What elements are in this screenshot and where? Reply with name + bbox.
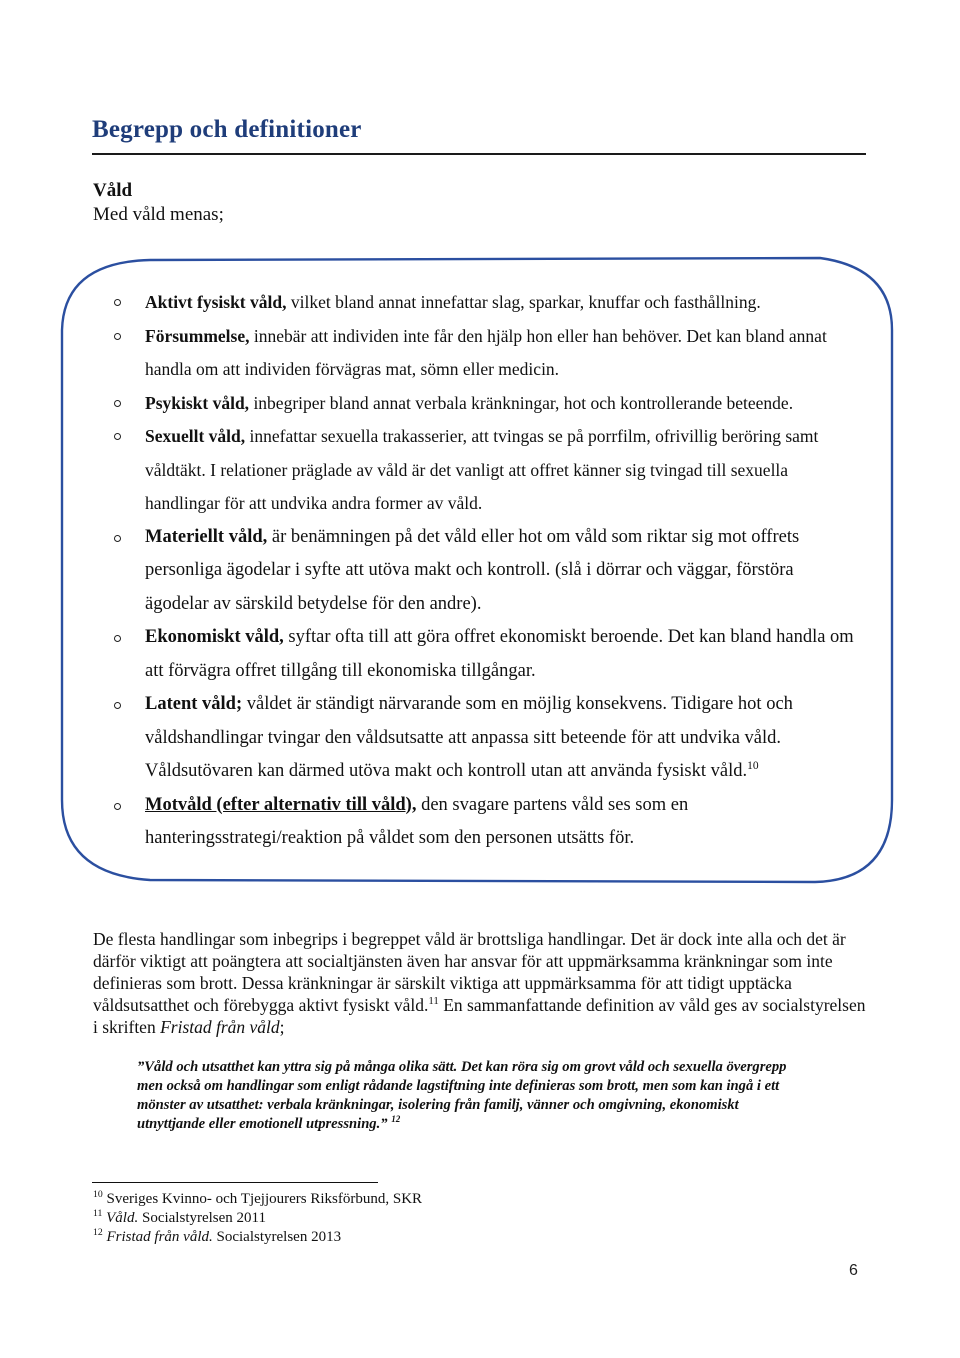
bullet-term: Latent våld; <box>145 694 243 714</box>
bullet-icon <box>114 433 121 440</box>
footnote-divider <box>92 1182 378 1183</box>
bullet-term: Psykiskt våld, <box>145 392 250 413</box>
footnote <box>93 1190 422 1209</box>
subheading: Våld <box>93 180 133 201</box>
footnote-text: Socialstyrelsen 2011 <box>138 1210 266 1226</box>
footnote-title: Fristad från våld. <box>106 1229 213 1245</box>
source-title: Fristad från våld <box>160 1017 280 1037</box>
footnotes <box>93 1190 422 1247</box>
footnote-text: Socialstyrelsen 2013 <box>212 1229 342 1245</box>
bullet-icon <box>114 702 121 709</box>
footnote-number: 11 <box>93 1208 103 1219</box>
footnote <box>93 1209 422 1228</box>
paragraph-text: De flesta handlingar som inbegrips i begreppet våld är brottsliga handlingar. Det är dock inte alla och det är därför viktigt att poängtera att socialtjänsten även har ansvar för att uppmärksamma kränkningar som inte definieras som brott. Dessa kränkningar är särskilt viktiga att uppmärksamma för att tidigt upptäcka våldsutsatthet och förebygga aktivt fysiskt våld. <box>93 929 846 1015</box>
paragraph-text: En sammanfattande definition av våld ges av socialstyrelsen i skriften <box>93 995 866 1037</box>
list-item <box>100 387 860 421</box>
bullet-term: Sexuellt våld, <box>145 426 246 446</box>
list-item <box>100 521 860 622</box>
bullet-icon <box>114 535 121 542</box>
bullet-term: Ekonomiskt våld, <box>145 627 284 647</box>
bullet-text: inbegriper bland annat verbala kränkningar, hot och kontrollerande beteende. <box>249 392 794 413</box>
footnote-number: 12 <box>93 1227 103 1238</box>
bullet-icon <box>114 400 121 407</box>
bullet-text: innebär att individen inte får den hjälp hon eller han behöver. Det kan bland annat handla om att individen förvägras mat, sömn eller medicin. <box>145 325 827 379</box>
bullet-text: vilket bland annat innefattar slag, sparkar, knuffar och fasthållning. <box>286 292 761 312</box>
footnote-ref: 11 <box>428 995 439 1008</box>
list-item <box>100 286 860 320</box>
bullet-icon <box>114 299 121 306</box>
block-quote <box>137 1058 797 1134</box>
bullet-text: syftar ofta till att göra offret ekonomiskt beroende. Det kan bland handla om att förvägra offret tillgång till ekonomiska tillgångar. <box>145 627 854 681</box>
bullet-term: Försummelse, <box>145 325 250 346</box>
page-number: 6 <box>849 1262 858 1279</box>
bullet-term: Materiellt våld, <box>145 526 268 547</box>
violence-types-list <box>100 286 860 856</box>
bullet-icon <box>114 803 121 810</box>
footnote-ref: 10 <box>747 759 759 772</box>
quote-text: ”Våld och utsatthet kan yttra sig på många olika sätt. Det kan röra sig om grovt våld och sexuella övergrepp men också om handlingar som enligt rådande lagstiftning inte definieras som brott, men som kan ingå i ett mönster av utsatthet: verbala kränkningar, isolering från familj, vänner och omgivning, ekonomiskt utnyttjande eller emotionell utpressning.” <box>137 1059 787 1132</box>
body-paragraph <box>93 928 873 1038</box>
list-item <box>100 420 860 521</box>
footnote-text: Sveriges Kvinno- och Tjejjourers Riksförbund, SKR <box>106 1191 423 1207</box>
list-item <box>100 621 860 688</box>
bullet-text: är benämningen på det våld eller hot om våld som riktar sig mot offrets personliga ägodelar i syfte att utöva makt och kontroll. (slå i dörrar och väggar, förstöra ägodelar av särskild betydelse för den andre). <box>145 526 800 614</box>
paragraph-end: ; <box>279 1017 285 1037</box>
list-item <box>100 789 860 856</box>
bullet-icon <box>114 635 121 642</box>
footnote-number: 10 <box>93 1189 103 1200</box>
bullet-icon <box>114 333 121 340</box>
bullet-term: Aktivt fysiskt våld, <box>145 292 287 312</box>
footnote-ref: 12 <box>391 1114 401 1125</box>
bullet-text: innefattar sexuella trakasserier, att tvingas se på porrfilm, ofrivillig beröring samt våldtäkt. I relationer präglade av våld är det vanligt att offret känner sig tvingad till sexuella handlingar för att undvika andra former av våld. <box>145 426 819 513</box>
intro-text: Med våld menas; <box>93 204 224 225</box>
list-item <box>100 688 860 789</box>
bullet-term: Motvåld (efter alternativ till våld), <box>145 794 417 815</box>
section-title: Begrepp och definitioner <box>92 116 362 143</box>
bullet-text: våldet är ständigt närvarande som en möjlig konsekvens. Tidigare hot och våldshandlingar tvingar den våldsutsatte att anpassa sitt beteende för att undvika våld. Våldsutövaren kan därmed utöva makt och kontroll utan att använda fysiskt våld. <box>145 694 793 781</box>
footnote <box>93 1228 422 1247</box>
bullet-text: den svagare partens våld ses som en hanteringsstrategi/reaktion på våldet som den personen utsätts för. <box>145 794 689 848</box>
list-item <box>100 320 860 387</box>
footnote-title: Våld. <box>106 1210 139 1226</box>
